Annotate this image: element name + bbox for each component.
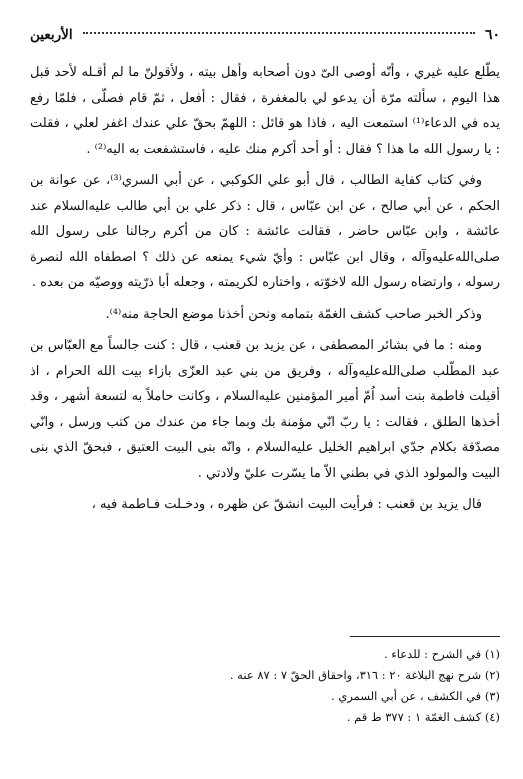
- paragraph-2: وفي كتاب كفاية الطالب ، قال أبو علي الكوكبي ، عن أبي السري⁽³⁾، عن عوانة بن الحكم ، عن أبي صالح ، عن ابن عبّاس ، قال : ذكر علي بن أبي طالب عليه‌السلام عند عائشة ، وابن عبّاس حاضر ، فقالت عائشة : كان من أكرم رجالنا على رسول الله صلى‌الله‌عليه‌وآله ، وقال ابن عبّاس : وأيّ شيء يمنعه عن ذلك ؟ اصطفاه الله لنصرة رسوله ، وارتضاه رسول الله لاخوّته ، واختاره لكريمته ، وجعله أبا ذرّيته ووصيّه من بعده .: [30, 173, 500, 290]
- footnote-3: (٣) في الكشف ، عن أبي السمري .: [331, 689, 500, 703]
- book-page: [30, 24, 500, 764]
- footnote-1: (١) في الشرح : للدعاء .: [384, 647, 500, 661]
- main-text: [30, 60, 500, 518]
- page-number: ٦٠: [484, 27, 500, 43]
- page-header: [30, 24, 500, 46]
- paragraph-1: يطّلع عليه غيري ، وأنّه أوصى الىّ دون أصحابه وأهل بيته ، ولأقولنّ ما لم أقـله لأحد قبل هذا اليوم ، سألته مرّة أن يدعو لي بالمغفرة ، فقال : أفعل ، ثمّ قام فصلّى ، فلمّا رفع يده في الدعاء⁽¹⁾ استمعت اليه ، فاذا هو قائل : اللهمّ بحقّ علي عندك اغفر لعلي ، فقلت : يا رسول الله ما هذا ؟ فقال : أو أحد أكرم منك عليه ، فاستشفعت به اليه⁽²⁾ .: [30, 65, 500, 157]
- header-dotted-leader: [83, 32, 475, 34]
- running-title: الأربعين: [30, 27, 73, 43]
- paragraph-3: وذكر الخبر صاحب كشف الغمّة بتمامه ونحن أخذنا موضع الحاجة منه⁽⁴⁾.: [105, 306, 482, 322]
- paragraph-5: قال يزيد بن قعنب : فرأيت البيت انشقّ عن ظهره ، ودخـلت فـاطمة فيه ،: [91, 497, 482, 512]
- footnotes: [30, 644, 500, 728]
- footnote-separator: [350, 636, 500, 637]
- paragraph-4: ومنه : ما في بشائر المصطفى ، عن يزيد بن قعنب ، قال : كنت جالساً مع العبّاس بن عبد المطّلب صلى‌الله‌عليه‌وآله ، وفريق من بني عبد العزّى بازاء بيت الله الحرام ، اذ أقبلت فاطمة بنت أسد اُمّ أمير المؤمنين عليه‌السلام ، وكانت حاملاً به لتسعة أشهر ، وقد أخذها الطلق ، فقالت : يا ربّ انّي مؤمنة بك وبما جاء من عندك من كتب ورسل ، وانّي مصدّقة بكلام جدّي ابراهيم الخليل عليه‌السلام ، وانّه بنى البيت العتيق ، فبحقّ الذي بنى البيت والمولود الذي في بطني الاّ ما يسّرت عليّ ولادتي .: [30, 338, 500, 481]
- footnote-4: (٤) كشف الغمّة ١ : ٣٧٧ ط قم .: [346, 710, 500, 724]
- footnote-2: (٢) شرح نهج البلاغة ٢٠ : ٣١٦، واحقاق الحقّ ٧ : ٨٧ عنه .: [229, 668, 500, 682]
